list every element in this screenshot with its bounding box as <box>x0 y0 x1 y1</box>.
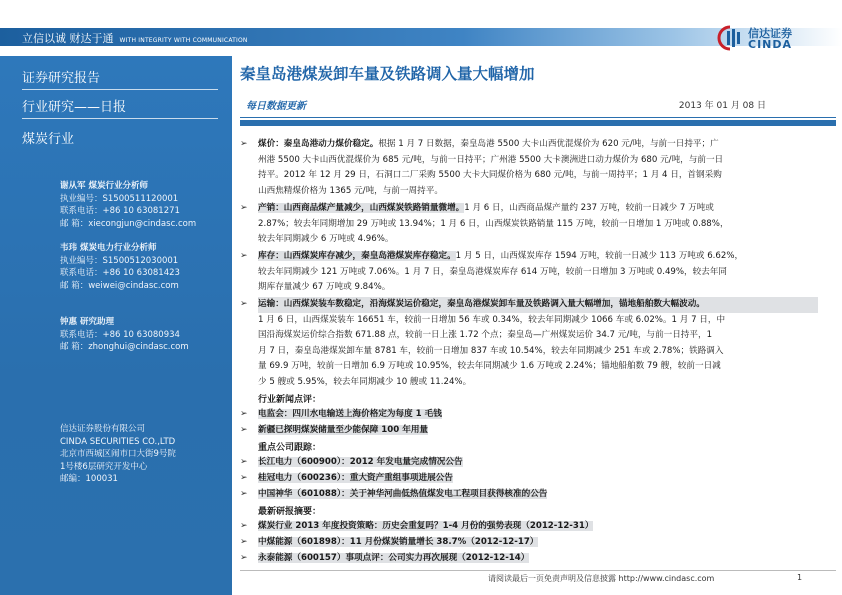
analyst-name: 钟惠 研究助理 <box>60 317 114 327</box>
bullet-arrow-icon: ➢ <box>240 489 248 499</box>
paragraph-lead: 产销：山西商品煤产量减少，山西煤炭铁路销量微增。 <box>258 203 465 213</box>
bullet-arrow-icon: ➢ <box>240 251 248 261</box>
analyst-card <box>60 316 189 354</box>
page-title: 秦皇岛港煤炭卸车量及铁路调入量大幅增加 <box>240 65 535 83</box>
paragraph-line: 月 7 日，秦皇岛港煤炭卸车量 8781 车，较前一日增加 837 车或 10.54%，较去年同期减少 251 车或 2.78%；铁路调入 <box>258 345 724 356</box>
divider <box>240 117 836 118</box>
page-number: 1 <box>797 573 803 582</box>
analyst-card <box>60 242 180 292</box>
company-address-2: 1号楼6层研究开发中心 <box>60 461 148 472</box>
analyst-card <box>60 180 196 230</box>
paragraph-line: 1 月 5 日，山西煤炭库存 1594 万吨，较前一日减少 113 万吨或 6.62%， <box>455 251 744 261</box>
logo-text-en: CINDA <box>748 38 793 51</box>
sidebar <box>0 56 232 595</box>
divider <box>22 89 218 90</box>
bullet-arrow-icon: ➢ <box>240 537 248 547</box>
bullet-arrow-icon: ➢ <box>240 425 248 435</box>
research-link[interactable]: 煤炭行业 2013 年度投资策略：历史会重复吗？1-4 月份的强势表现（2012-12-31） <box>258 521 594 531</box>
company-name-en: CINDA SECURITIES CO.,LTD <box>60 436 176 447</box>
research-link[interactable]: 永泰能源（600157）事项点评：公司实力再次展现（2012-12-14） <box>258 553 530 563</box>
section-heading-news: 行业新闻点评： <box>258 395 322 405</box>
report-date: 2013 年 01 月 08 日 <box>678 101 766 111</box>
company-link[interactable]: 长江电力（600900）：2012 年发电量完成情况公告 <box>258 457 463 467</box>
company-zip: 邮编：100031 <box>60 474 118 484</box>
slogan <box>22 30 248 46</box>
paragraph-line: 国沿海煤炭运价综合指数 671.88 点，较前一日上涨 1.72 个点；秦皇岛—广州煤炭运价 34.7 元/吨，与前一日持平，1 <box>258 330 713 340</box>
bullet-arrow-icon: ➢ <box>240 409 248 419</box>
bullet-arrow-icon: ➢ <box>240 139 248 149</box>
news-link[interactable]: 新疆已探明煤炭储量至少能保障 100 年用量 <box>258 425 429 435</box>
paragraph-line: 2.87%；较去年同期增加 29 万吨或 13.94%；1 月 6 日，山西煤炭铁路销量 115 万吨，较前一日增加 1 万吨或 0.88%， <box>258 218 729 229</box>
paragraph-lead: 库存：山西煤炭库存减少，秦皇岛港煤炭库存稳定。 <box>258 251 456 261</box>
paragraph-line: 较去年同期减少 121 万吨或 7.06%。1 月 7 日，秦皇岛港煤炭库存 614 万吨，较前一日增加 3 万吨或 0.49%，较去年同 <box>258 266 728 277</box>
analyst-cert: 执业编号：S1500512030001 <box>60 255 179 266</box>
paragraph-line: 量 69.9 万吨，较前一日增加 6.9 万吨或 10.95%，较去年同期减少 1.6 万吨或 2.24%；锚地船舶数 79 艘，较前一日减 <box>258 361 721 371</box>
header-band <box>240 120 836 126</box>
analyst-phone: 联系电话：+86 10 63081423 <box>60 268 180 278</box>
company-link[interactable]: 中国神华（601088）：关于神华河曲低热值煤发电工程项目获得核准的公告 <box>258 489 548 499</box>
analyst-name: 谢从军 煤炭行业分析师 <box>60 181 148 191</box>
paragraph-line: 1 月 6 日，山西煤炭装车 16651 车，较前一日增加 56 车或 0.34%，较去年同期减少 1066 车或 6.02%。1 月 7 日，中 <box>258 314 726 325</box>
footer-divider <box>240 570 836 571</box>
paragraph-line: 持平。2012 年 12 月 29 日，石洞口二厂采购 5500 大卡大同煤价格为 680 元/吨，与前一周持平；1 月 4 日，首钢采购 <box>258 170 722 180</box>
bullet-arrow-icon: ➢ <box>240 457 248 467</box>
report-type: 证券研究报告 <box>22 71 101 86</box>
bullet-arrow-icon: ➢ <box>240 473 248 483</box>
paragraph-line: 州港 5500 大卡山西优混煤价为 685 元/吨，与前一日持平；广州港 5500 大卡澳洲进口动力煤价为 680 元/吨，与前一日 <box>258 154 724 165</box>
analyst-email: 邮 箱：xiecongjun@cindasc.com <box>60 218 197 229</box>
analyst-phone: 联系电话：+86 10 63081271 <box>60 206 180 216</box>
bullet-arrow-icon: ➢ <box>240 299 248 309</box>
analyst-phone: 联系电话：+86 10 63080934 <box>60 329 180 340</box>
bullet-arrow-icon: ➢ <box>240 553 248 563</box>
paragraph-line: 期库存量减少 67 万吨或 9.84%。 <box>258 282 391 292</box>
paragraph-line: 根据 1 月 7 日数据，秦皇岛港 5500 大卡山西优混煤价为 620 元/吨，与前一日持平；广 <box>378 139 719 149</box>
analyst-name: 韦玮 煤炭电力行业分析师 <box>60 243 157 253</box>
logo-text-cn: 信达证券 <box>748 27 792 40</box>
company-logo <box>716 24 826 52</box>
paragraph-line: 1 月 6 日，山西商品煤产量约 237 万吨，较前一日减少 7 万吨或 <box>464 203 714 213</box>
bullet-arrow-icon: ➢ <box>240 521 248 531</box>
research-link[interactable]: 中煤能源（601898）：11 月份煤炭销量增长 38.7%（2012-12-17） <box>258 537 539 547</box>
section-heading-companies: 重点公司跟踪： <box>258 443 322 453</box>
subtitle-row <box>240 97 836 113</box>
slogan-cn: 立信以诚 财达于通 <box>22 32 114 45</box>
paragraph-line: 较去年同期减少 6 万吨或 4.96%。 <box>258 234 394 244</box>
paragraph-lead: 煤价：秦皇岛港动力煤价稳定。 <box>258 139 379 149</box>
header <box>0 0 842 56</box>
section-heading-research: 最新研报摘要： <box>258 507 322 517</box>
company-link[interactable]: 桂冠电力（600236）：重大资产重组事项进展公告 <box>258 473 453 483</box>
company-info <box>60 423 176 486</box>
analyst-email: 邮 箱：zhonghui@cindasc.com <box>60 342 189 352</box>
news-link[interactable]: 电监会：四川水电输送上海价格定为每度 1 毛钱 <box>258 409 442 419</box>
analyst-email: 邮 箱：weiwei@cindasc.com <box>60 280 179 291</box>
paragraph-lead: 运输：山西煤炭装车数稳定，沿海煤炭运价稳定，秦皇岛港煤炭卸车量及铁路调入量大幅增加，锚地船舶数大幅波动。 <box>258 297 818 313</box>
analyst-cert: 执业编号：S1500511120001 <box>60 193 179 204</box>
company-name-cn: 信达证券股份有限公司 <box>60 424 146 434</box>
bullet-arrow-icon: ➢ <box>240 203 248 213</box>
slogan-en: WITH INTEGRITY WITH COMMUNICATION <box>119 37 248 44</box>
paragraph-line: 少 5 艘或 5.95%，较去年同期减少 10 艘或 11.24%。 <box>258 376 472 387</box>
industry-name: 煤炭行业 <box>22 132 75 147</box>
divider <box>22 118 218 119</box>
cinda-logo-icon <box>716 24 744 52</box>
paragraph-line: 山西焦精煤价格为 1365 元/吨，与前一周持平。 <box>258 185 443 196</box>
subtitle: 每日数据更新 <box>246 101 306 112</box>
company-address-1: 北京市西城区闹市口大街9号院 <box>60 449 176 459</box>
footer-disclaimer[interactable]: 请阅读最后一页免责声明及信息披露 http://www.cindasc.com <box>488 574 715 583</box>
research-type: 行业研究——日报 <box>22 100 127 115</box>
